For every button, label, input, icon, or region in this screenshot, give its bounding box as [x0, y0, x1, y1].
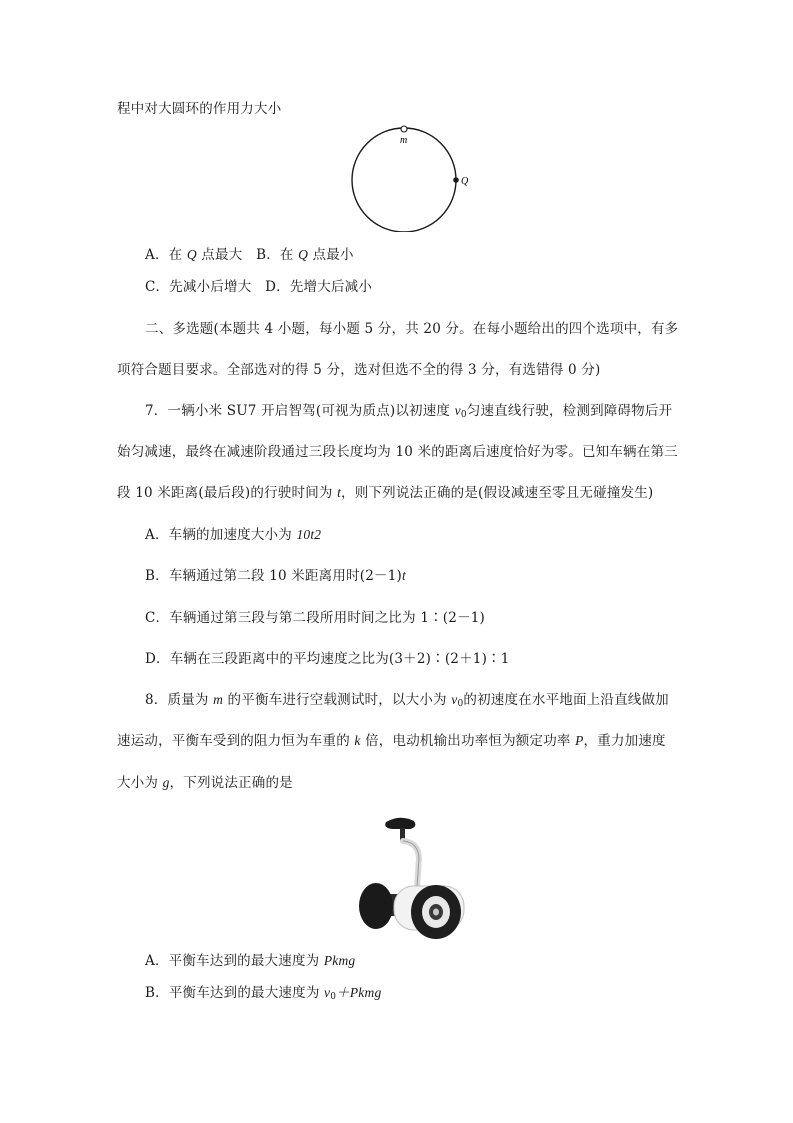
option-7c: C．车辆通过第三段与第二段所用时间之比为 1∶(2－1): [145, 610, 486, 626]
question-7-line: 7．一辆小米 SU7 开启智驾(可视为质点)以初速度 $v_0$匀速直线行驶，检测到障碍物后开: [145, 403, 673, 420]
question-7-line: 段 10 米距离(最后段)的行驶时间为 t，则下列说法正确的是(假设减速至零且无碰撞发生): [117, 485, 654, 501]
question-8-line: 速运动，平衡车受到的阻力恒为车重的 k 倍，电动机输出功率恒为额定功率 P，重力加速度: [117, 733, 666, 749]
bead-m: [401, 126, 407, 132]
label-m: m: [400, 135, 408, 146]
label-q: Q: [461, 176, 469, 187]
option-7d: D．车辆在三段距离中的平均速度之比为(3＋2)∶(2＋1)∶1: [145, 651, 510, 667]
text-line: 项符合题目要求。全部选对的得 5 分，选对但选不全的得 3 分，有选错得 0 分): [117, 362, 601, 378]
section-heading: 二、多选题(本题共 4 小题，每小题 5 分，共 20 分。在每小题给出的四个选项中，有多: [145, 321, 679, 337]
text-line: 程中对大圆环的作用力大小: [117, 101, 282, 117]
ring-diagram: [340, 122, 480, 232]
option-7b: B．车辆通过第二段 10 米距离用时(2－1)t: [145, 568, 406, 584]
question-8-line: 8．质量为 m 的平衡车进行空载测试时，以大小为 $v_0$的初速度在水平地面上沿直线做加: [145, 692, 669, 709]
point-q: [453, 177, 459, 183]
segway-wheel-back: [359, 883, 393, 929]
option-8b: B．平衡车达到的最大速度为 $v_0+Pkmg$: [145, 985, 382, 1002]
segway-handlebar: [385, 818, 415, 829]
question-7-line: 始匀减速，最终在减速阶段通过三段长度均为 10 米的距离后速度恰好为零。已知车辆在第三: [117, 444, 678, 460]
segway-image: [356, 808, 466, 944]
option-8a: A．平衡车达到的最大速度为 Pkmg: [145, 953, 356, 969]
option-7a: A．车辆的加速度大小为 10t2: [145, 527, 322, 543]
option-q6-cd: C．先减小后增大 D．先增大后减小: [145, 279, 373, 295]
option-q6-ab: A．在 Q 点最大 B．在 Q 点最小: [145, 247, 354, 263]
question-8-line: 大小为 g，下列说法正确的是: [117, 775, 293, 791]
